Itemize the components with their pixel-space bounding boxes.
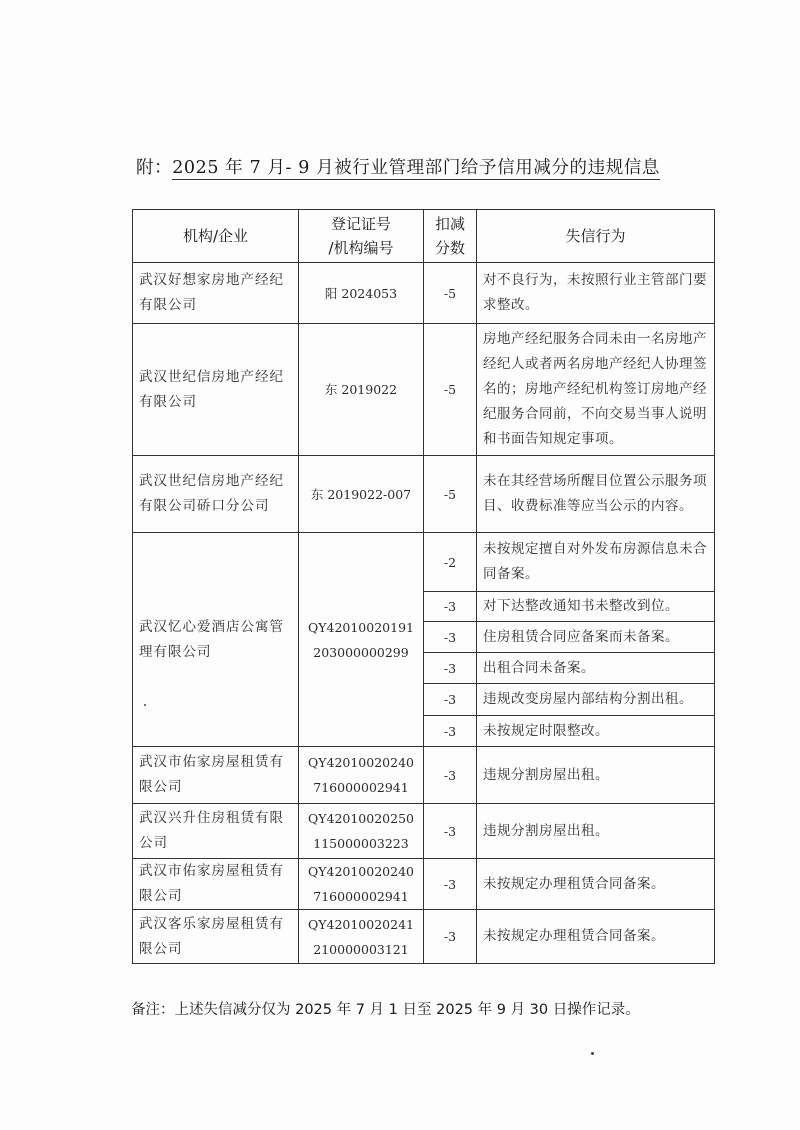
footnote: 备注：上述失信减分仅为 2025 年 7 月 1 日至 2025 年 9 月 30 日操作记录。 [131, 1002, 640, 1018]
org-cell: 武汉市佑家房屋租赁有限公司 [133, 747, 299, 804]
score-cell: -3 [424, 622, 477, 653]
code-value: QY42010020240716000002941 [308, 864, 414, 904]
score-cell: -2 [424, 533, 477, 592]
header-score [424, 210, 477, 263]
score-cell: -5 [424, 263, 477, 324]
table-row [133, 747, 715, 804]
title-prefix: 附： [136, 158, 173, 178]
behavior-cell: 对下达整改通知书未整改到位。 [477, 592, 715, 622]
table-row [133, 804, 715, 859]
behavior-cell: 出租合同未备案。 [477, 653, 715, 684]
behavior-cell: 未按规定时限整改。 [477, 716, 715, 747]
score-cell: -3 [424, 592, 477, 622]
code-value: QY42010020241210000003121 [308, 916, 414, 957]
behavior-cell: 违规改变房屋内部结构分割出租。 [477, 684, 715, 716]
header-row [133, 210, 715, 263]
behavior-cell: 对不良行为，未按照行业主管部门要求整改。 [477, 263, 715, 324]
violations-table [132, 209, 715, 964]
table-row [133, 910, 715, 964]
behavior-cell: 房地产经纪服务合同未由一名房地产经纪人或者两名房地产经纪人协理签名的；房地产经纪机构签订房地产经纪服务合同前，不向交易当事人说明和书面告知规定事项。 [477, 324, 715, 456]
code-cell [299, 804, 424, 859]
code-value: QY42010020240716000002941 [308, 755, 414, 795]
org-cell: 武汉好想家房地产经纪有限公司 [133, 263, 299, 324]
title-text: 2025 年 7 月- 9 月被行业管理部门给予信用减分的违规信息 [172, 158, 661, 178]
org-cell: 武汉客乐家房屋租赁有限公司 [133, 910, 299, 964]
header-org: 机构/企业 [133, 210, 299, 263]
code-cell [299, 747, 424, 804]
code-cell [299, 910, 424, 964]
score-cell: -3 [424, 910, 477, 964]
code-cell: 东 2019022 [299, 324, 424, 456]
org-cell: 武汉世纪信房地产经纪有限公司硚口分公司 [133, 456, 299, 533]
table-row [133, 456, 715, 533]
behavior-cell: 违规分割房屋出租。 [477, 804, 715, 859]
score-cell: -3 [424, 716, 477, 747]
header-score-line1: 扣减 [434, 215, 465, 233]
table-row [133, 533, 715, 592]
scan-speck [144, 704, 146, 706]
code-value: QY42010020191203000000299 [308, 619, 414, 660]
header-code-line2: /机构编号 [328, 239, 394, 257]
org-cell: 武汉兴升住房租赁有限公司 [133, 804, 299, 859]
org-cell: 武汉市佑家房屋租赁有限公司 [133, 859, 299, 910]
score-cell: -3 [424, 684, 477, 716]
behavior-cell: 未按规定办理租赁合同备案。 [477, 859, 715, 910]
org-cell: 武汉世纪信房地产经纪有限公司 [133, 324, 299, 456]
score-cell: -3 [424, 747, 477, 804]
score-cell: -3 [424, 859, 477, 910]
header-code-line1: 登记证号 [330, 215, 391, 233]
behavior-cell: 未按规定擅自对外发布房源信息未合同备案。 [477, 533, 715, 592]
code-cell: 东 2019022-007 [299, 456, 424, 533]
code-cell [299, 533, 424, 747]
header-score-line2: 分数 [434, 239, 465, 257]
score-cell: -5 [424, 324, 477, 456]
behavior-cell: 未在其经营场所醒目位置公示服务项目、收费标准等应当公示的内容。 [477, 456, 715, 533]
table-row [133, 859, 715, 910]
behavior-cell: 违规分割房屋出租。 [477, 747, 715, 804]
behavior-cell: 住房租赁合同应备案而未备案。 [477, 622, 715, 653]
score-cell: -3 [424, 804, 477, 859]
behavior-cell: 未按规定办理租赁合同备案。 [477, 910, 715, 964]
code-value: QY42010020250115000003223 [308, 811, 414, 851]
table-row [133, 324, 715, 456]
code-cell [299, 859, 424, 910]
org-cell: 武汉忆心爱酒店公寓管理有限公司 [133, 533, 299, 747]
table-row [133, 263, 715, 324]
score-cell: -5 [424, 456, 477, 533]
document-title [136, 154, 660, 179]
header-code [299, 210, 424, 263]
scan-speck [591, 1052, 594, 1055]
score-cell: -3 [424, 653, 477, 684]
header-behavior: 失信行为 [477, 210, 715, 263]
code-cell: 阳 2024053 [299, 263, 424, 324]
